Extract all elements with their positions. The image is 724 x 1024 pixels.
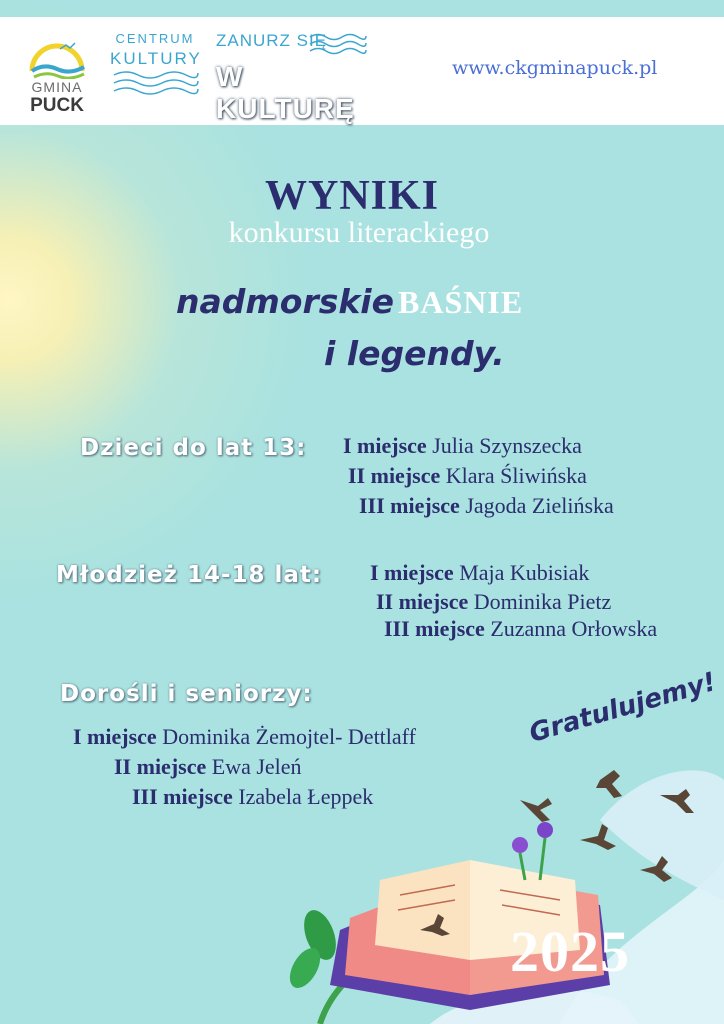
congratulations-text: Gratulujemy! [526,666,720,749]
logo-kultury-text: KULTURY [110,49,202,68]
place-label: II miejsce [114,754,207,779]
winner-name: Dominika Pietz [473,589,612,614]
winner-name: Julia Szynszecka [432,433,582,458]
category-label-adults: Dorośli i seniorzy: [60,681,313,707]
logo-zanurz-text: ZANURZ SIĘ [216,31,328,50]
place-label: I miejsce [73,724,157,749]
place-label: III miejsce [359,493,460,518]
category-label-children: Dzieci do lat 13: [80,435,307,461]
place-label: II miejsce [376,589,469,614]
logo-gmina-text: GMINA [31,79,83,95]
place-label: I miejsce [343,433,427,458]
winner-name: Maja Kubisiak [459,560,590,585]
title-i-legendy: i legendy. [324,334,505,373]
winner-name: Dominika Żemojtel- Dettlaff [162,724,416,749]
winner-name: Zuzanna Orłowska [490,616,658,641]
title-wyniki: WYNIKI [264,173,440,219]
place-label: II miejsce [348,463,441,488]
winner-name: Ewa Jeleń [211,754,302,779]
place-label: III miejsce [132,784,233,809]
website-link[interactable]: www.ckgminapuck.pl [452,57,658,79]
logo-centrum-text: CENTRUM [115,31,195,46]
title-basnie: BAŚNIE [398,284,524,320]
winner-name: Jagoda Zielińska [465,493,614,518]
place-label: III miejsce [384,616,485,641]
year-label: 2025 [510,919,630,984]
category-label-youth: Młodzież 14-18 lat: [56,562,323,588]
winner-name: Izabela Łeppek [238,784,374,809]
winner-name: Klara Śliwińska [445,463,587,488]
subtitle-konkursu: konkursu literackiego [228,216,490,249]
place-label: I miejsce [370,560,454,585]
logo-puck-text: PUCK [30,95,84,116]
logo-w-kulture-text: W KULTURĘ [216,61,355,124]
title-nadmorskie: nadmorskie [176,282,394,321]
